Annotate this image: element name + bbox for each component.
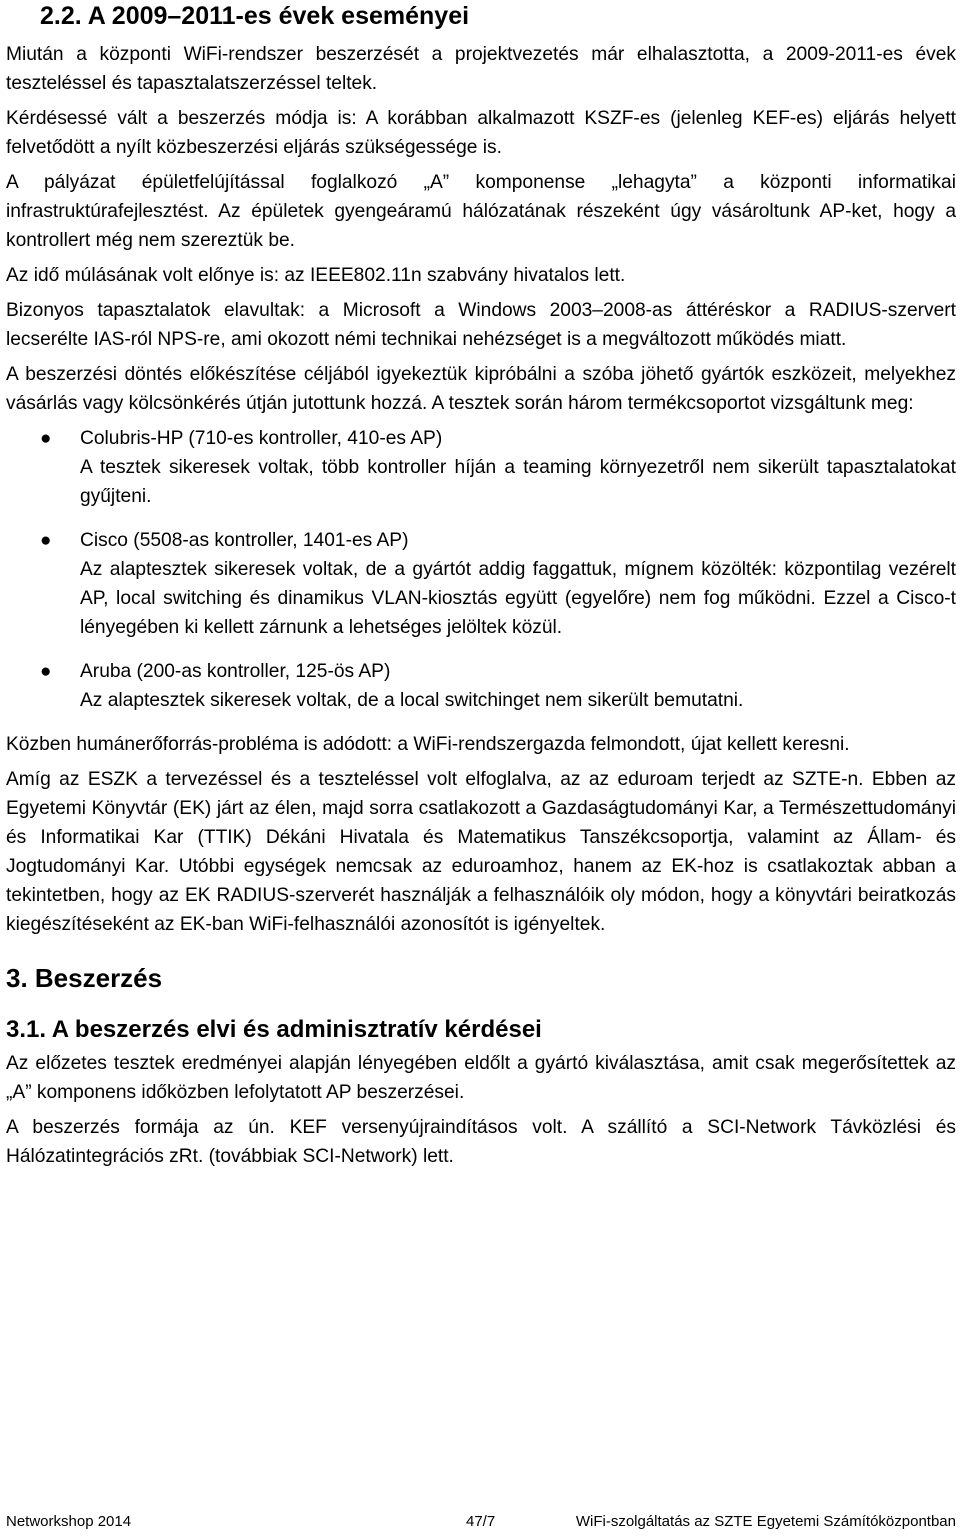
paragraph: Kérdésessé vált a beszerzés módja is: A korábban alkalmazott KSZF-es (jelenleg KEF-es) eljárás helyett felvetődött a nyílt közbeszerzési eljárás szükségessége is. <box>6 108 956 158</box>
paragraph: Az előzetes tesztek eredményei alapján lényegében eldőlt a gyártó kiválasztása, amit csak megerősítettek az „A” komponens időközben lefolytatott AP beszerzései. <box>6 1053 956 1103</box>
bullet-icon: ● <box>40 530 52 551</box>
document-page <box>6 0 956 1177</box>
paragraph: Az idő múlásának volt előnye is: az IEEE802.11n szabvány hivatalos lett. <box>6 265 626 286</box>
test-title: Cisco (5508-as kontroller, 1401-es AP) <box>80 530 409 551</box>
section-heading: 2.2. A 2009–2011-es évek eseményei <box>40 2 470 30</box>
footer-title: WiFi-szolgáltatás az SZTE Egyetemi Számítóközpontban <box>575 1513 956 1530</box>
bullet-icon: ● <box>40 428 52 449</box>
chapter-heading: 3. Beszerzés <box>6 963 163 993</box>
test-title: Colubris-HP (710-es kontroller, 410-es AP) <box>80 428 443 449</box>
list-item <box>6 657 956 715</box>
bullet-icon: ● <box>40 661 52 682</box>
paragraph: Közben humánerőforrás-probléma is adódott: a WiFi-rendszergazda felmondott, újat kellett keresni. <box>6 734 850 755</box>
paragraph: Amíg az ESZK a tervezéssel és a teszteléssel volt elfoglalva, az az eduroam terjedt az SZTE-n. Ebben az Egyetemi Könyvtár (EK) járt az élen, majd sorra csatlakozott a Gazdaságtudományi Kar, a Természettudományi és Informatikai Kar (TTIK) Dékáni Hivatala és Matematikus Tanszékcsoportja, valamint az Állam- és Jogtudományi Kar. Utóbbi egységek nemcsak az eduroamhoz, hanem az EK-hoz is csatlakoztak abban a tekintetben, hogy az EK RADIUS-szerverét használják a felhasználóik oly módon, hogy a könyvtári beiratkozás kiegészítéseként az EK-ban WiFi-felhasználói azonosítót is igényeltek. <box>6 769 956 935</box>
footer-conference: Networkshop 2014 <box>6 1513 132 1530</box>
paragraph: A beszerzési döntés előkészítése céljából igyekeztük kipróbálni a szóba jöhető gyártók eszközeit, melyekhez vásárlás vagy kölcsönkérés útján jutottunk hozzá. A tesztek során három termékcsoportot vizsgáltunk meg: <box>6 364 956 414</box>
subsection-heading: 3.1. A beszerzés elvi és adminisztratív kérdései <box>6 1016 542 1043</box>
paragraph: A pályázat épületfelújítással foglalkozó „A” komponense „lehagyta” a központi informatikai infrastruktúrafejlesztést. Az épületek gyengeáramú hálózatának részeként úgy vásároltunk AP-ket, hogy a kontrollert még nem szereztük be. <box>6 172 956 251</box>
test-list <box>6 424 956 715</box>
list-item <box>6 424 956 511</box>
paragraph: Bizonyos tapasztalatok elavultak: a Microsoft a Windows 2003–2008-as áttéréskor a RADIUS-szervert lecserélte IAS-ról NPS-re, ami okozott némi technikai nehézséget is a megváltozott működés miatt. <box>6 300 956 350</box>
paragraph: Miután a központi WiFi-rendszer beszerzését a projektvezetés már elhalasztotta, a 2009-2011-es évek teszteléssel és tapasztalatszerzéssel teltek. <box>6 44 956 94</box>
footer-page-number: 47/7 <box>466 1513 496 1530</box>
test-result: Az alaptesztek sikeresek voltak, de a local switchinget nem sikerült bemutatni. <box>80 690 744 711</box>
test-title: Aruba (200-as kontroller, 125-ös AP) <box>80 661 391 682</box>
test-result: A tesztek sikeresek voltak, több kontroller híján a teaming környezetről nem sikerült tapasztalatokat gyűjteni. <box>80 457 956 507</box>
test-result: Az alaptesztek sikeresek voltak, de a gyártót addig faggattuk, mígnem közölték: központilag vezérelt AP, local switching és dinamikus VLAN-kiosztás együtt (egyelőre) nem fog működni. Ezzel a Cisco-t lényegében ki kellett zárnunk a lehetséges jelöltek közül. <box>80 559 956 638</box>
list-item <box>6 526 956 642</box>
paragraph: A beszerzés formája az ún. KEF versenyújraindításos volt. A szállító a SCI-Network Távközlési és Hálózatintegrációs zRt. (továbbiak SCI-Network) lett. <box>6 1117 956 1167</box>
